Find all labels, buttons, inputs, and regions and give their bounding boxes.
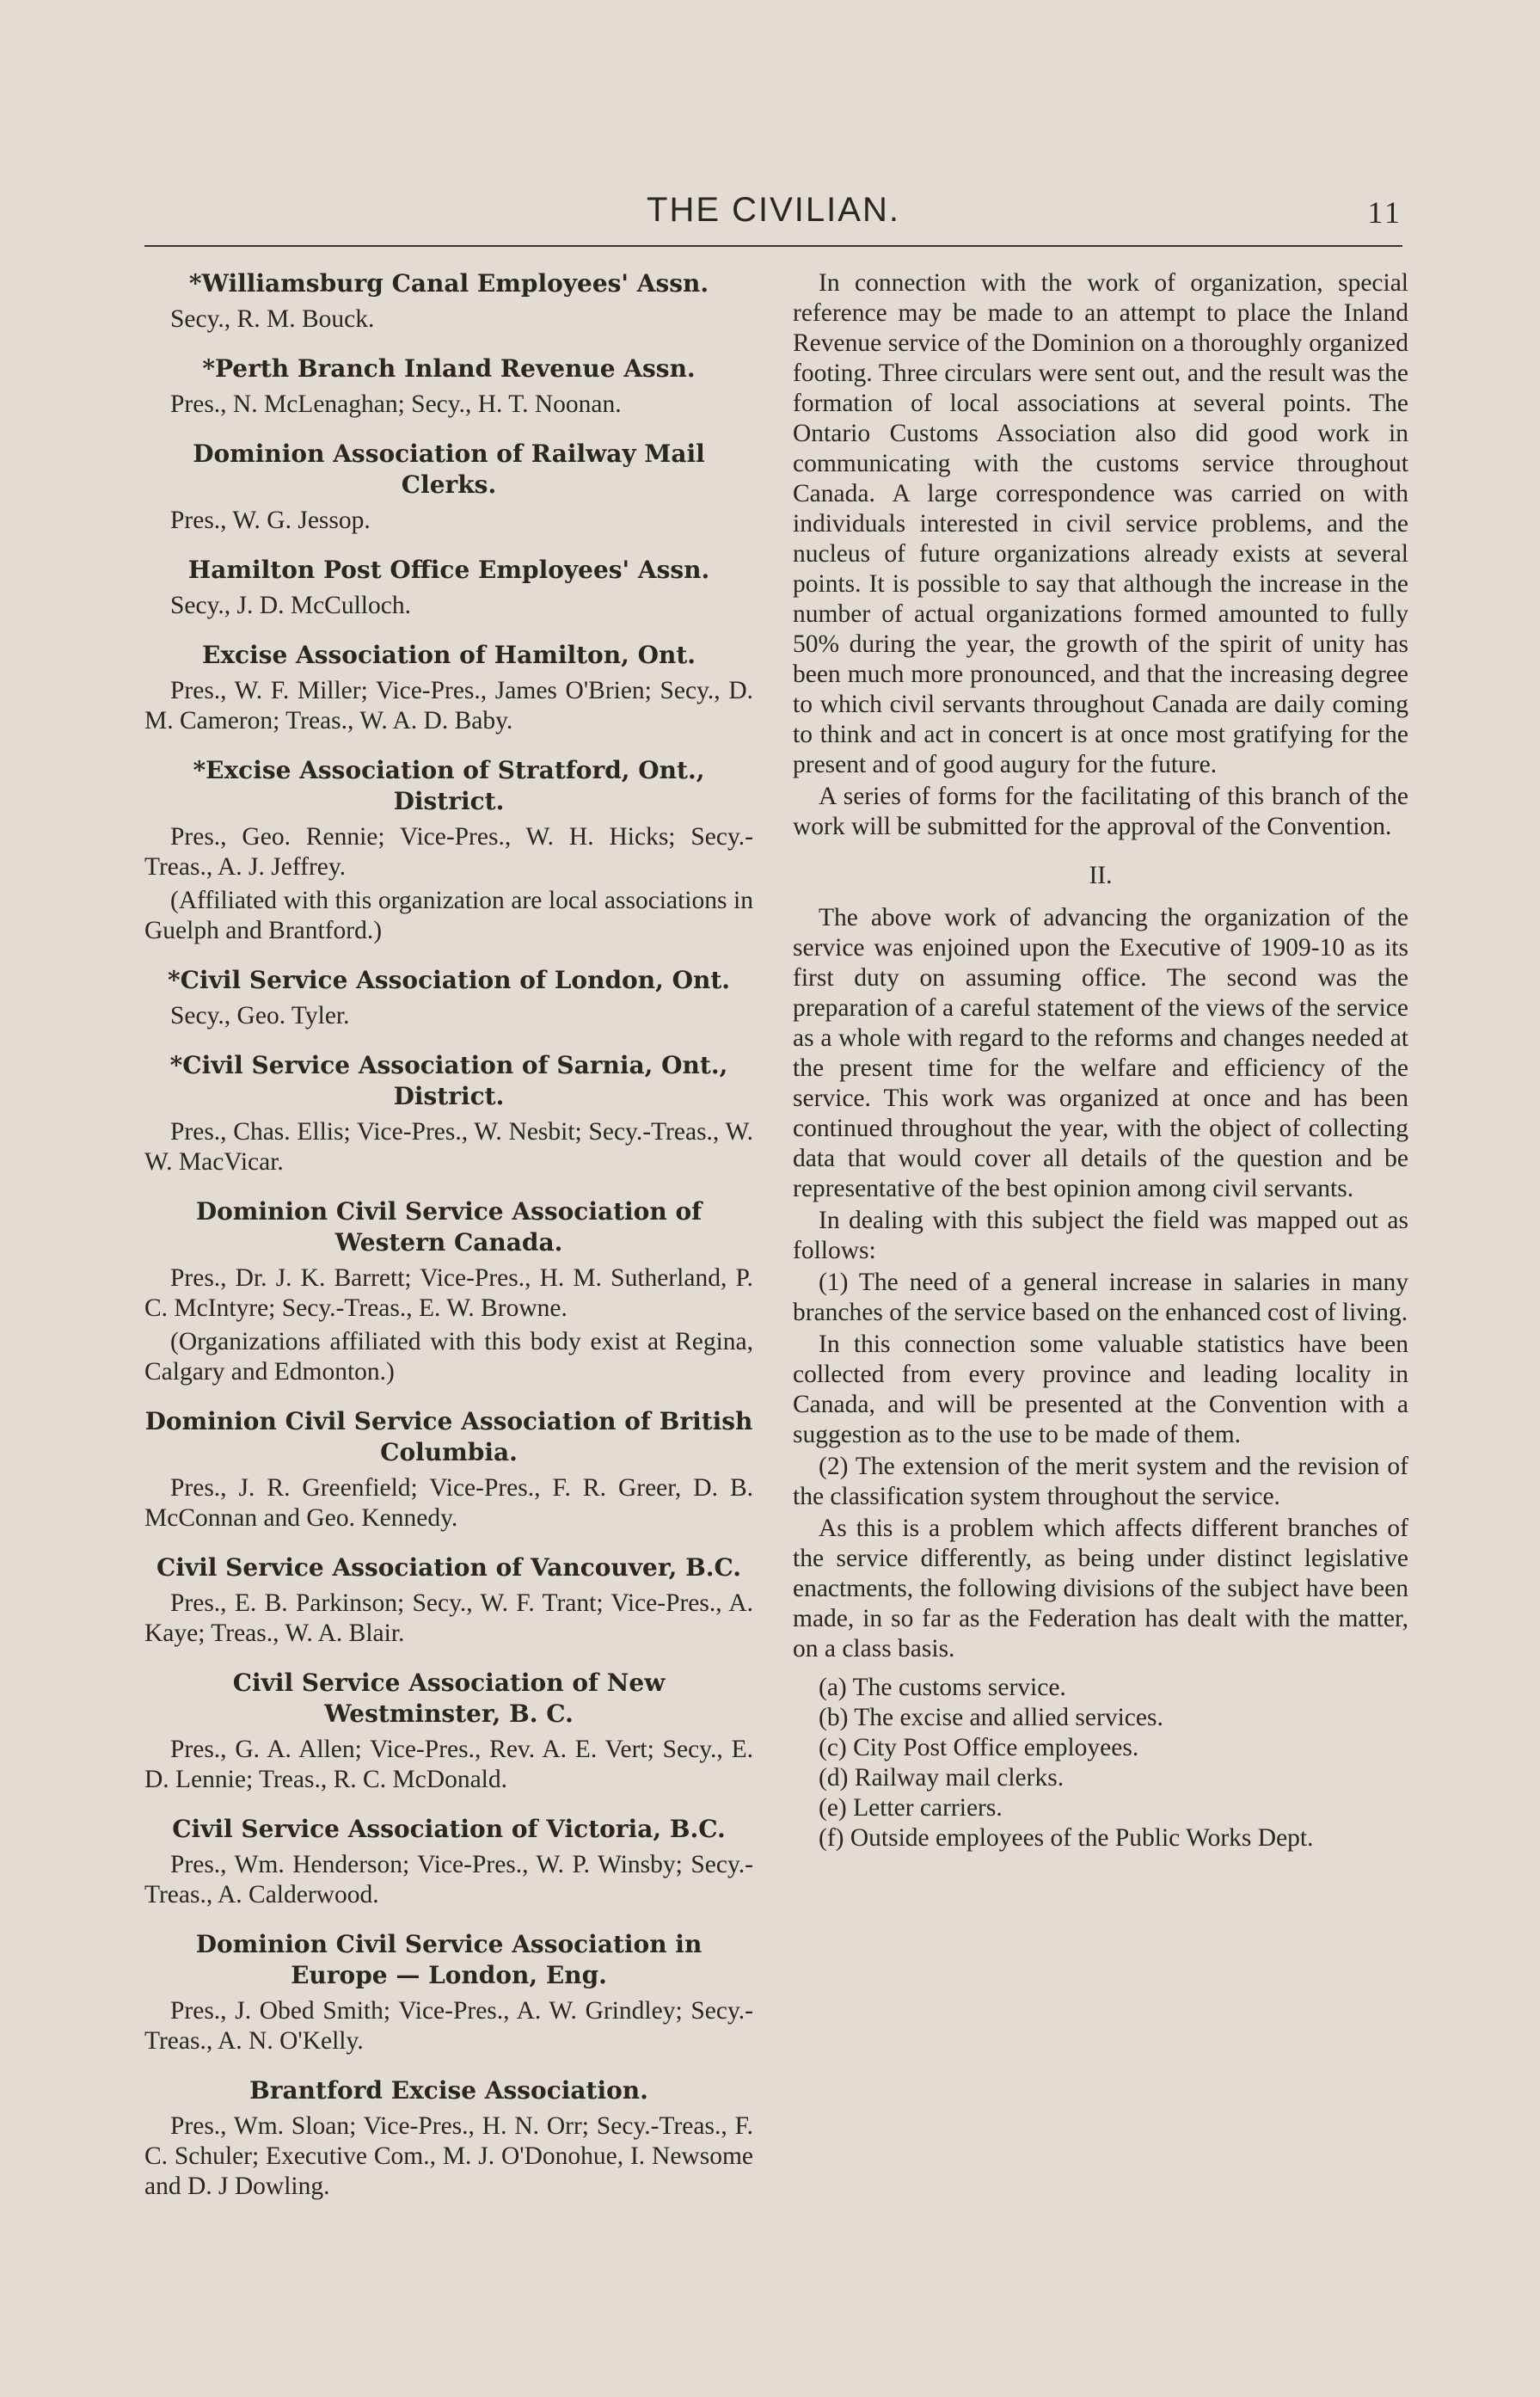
association-officers: Pres., Dr. J. K. Barrett; Vice-Pres., H. M. Sutherland, P. C. McIntyre; Secy.-Treas., E. W. Browne. (144, 1264, 753, 1322)
association-name: Excise Association of Hamilton, Ont. (201, 641, 696, 669)
association-name: *Williamsburg Canal Employees' Assn. (188, 269, 709, 298)
association-entry (144, 1196, 753, 1387)
association-name: Dominion Civil Service Association of Western Canada. (195, 1197, 703, 1257)
left-column (144, 268, 753, 2221)
association-name: Brantford Excise Association. (249, 2076, 648, 2105)
association-name: Civil Service Association of Vancouver, B.C. (156, 1553, 742, 1582)
association-entry (144, 2075, 753, 2202)
section-number: II. (1089, 862, 1113, 889)
association-officers: Pres., W. F. Miller; Vice-Pres., James O'Brien; Secy., D. M. Cameron; Treas., W. A. D. Baby. (144, 677, 753, 734)
association-note: (Organizations affiliated with this body exist at Regina, Calgary and Edmonton.) (144, 1328, 753, 1386)
body-paragraph: As this is a problem which affects different branches of the service differently, as being under distinct legislative enactments, the following divisions of the subject have been made, in so far as the Federation has dealt with the matter, on a class basis. (793, 1515, 1408, 1663)
association-officers: Pres., Geo. Rennie; Vice-Pres., W. H. Hicks; Secy.-Treas., A. J. Jeffrey. (144, 823, 753, 881)
running-head (144, 191, 1402, 243)
association-officers: Pres., Chas. Ellis; Vice-Pres., W. Nesbit; Secy.-Treas., W. W. MacVicar. (144, 1118, 753, 1176)
association-entry (144, 755, 753, 946)
body-paragraph: In this connection some valuable statistics have been collected from every province and leading locality in Canada, and will be presented at the Convention with a suggestion as to the use to be made of them. (793, 1331, 1408, 1448)
list-item: (a) The customs service. (819, 1674, 1066, 1701)
header-rule (144, 245, 1402, 247)
association-note: (Affiliated with this organization are local associations in Guelph and Brantford.) (144, 887, 753, 944)
association-name: *Perth Branch Inland Revenue Assn. (202, 354, 696, 383)
list-item: (c) City Post Office employees. (819, 1734, 1139, 1761)
association-entry (144, 439, 753, 536)
masthead: THE CIVILIAN. (647, 191, 900, 229)
association-name: Dominion Civil Service Association of British Columbia. (144, 1407, 753, 1466)
body-paragraph: (1) The need of a general increase in salaries in many branches of the service based on the enhanced cost of living. (793, 1269, 1408, 1326)
association-officers: Secy., R. M. Bouck. (170, 305, 375, 333)
association-name: Hamilton Post Office Employees' Assn. (187, 556, 710, 584)
right-column (793, 268, 1408, 1853)
association-officers: Pres., W. G. Jessop. (170, 507, 371, 534)
association-name: Dominion Association of Railway Mail Clerks. (193, 439, 705, 499)
body-paragraph: In dealing with this subject the field was mapped out as follows: (793, 1207, 1408, 1264)
association-entry (144, 1050, 753, 1177)
association-name: Dominion Civil Service Association in Europe — London, Eng. (195, 1930, 703, 1989)
association-officers: Pres., J. R. Greenfield; Vice-Pres., F. R. Greer, D. B. McConnan and Geo. Kennedy. (144, 1474, 753, 1532)
association-entry (144, 640, 753, 736)
association-name: Civil Service Association of New Westminster, B. C. (232, 1669, 666, 1728)
association-officers: Secy., Geo. Tyler. (170, 1002, 350, 1029)
page-number: 11 (1367, 195, 1402, 230)
class-division-list (793, 1673, 1408, 1853)
association-officers: Pres., E. B. Parkinson; Secy., W. F. Trant; Vice-Pres., A. Kaye; Treas., W. A. Blair. (144, 1589, 753, 1647)
association-entry (144, 1668, 753, 1795)
list-item: (d) Railway mail clerks. (819, 1764, 1065, 1792)
association-officers: Pres., J. Obed Smith; Vice-Pres., A. W. Grindley; Secy.-Treas., A. N. O'Kelly. (144, 1997, 753, 2055)
association-name: *Civil Service Association of Sarnia, Ont., District. (169, 1051, 728, 1110)
association-entry (144, 1552, 753, 1649)
association-officers: Pres., N. McLenaghan; Secy., H. T. Noonan. (170, 390, 622, 418)
list-item: (f) Outside employees of the Public Works Dept. (819, 1824, 1314, 1852)
association-officers: Pres., Wm. Sloan; Vice-Pres., H. N. Orr; Secy.-Treas., F. C. Schuler; Executive Com., M. J. O'Donohue, I. Newsome and D. J Dowling. (144, 2112, 753, 2200)
list-item: (e) Letter carriers. (819, 1794, 1003, 1822)
association-entry (144, 1929, 753, 2056)
association-officers: Secy., J. D. McCulloch. (170, 592, 411, 619)
association-name: *Excise Association of Stratford, Ont., District. (193, 756, 705, 815)
body-paragraph: In connection with the work of organization, special reference may be made to an attempt to place the Inland Revenue service of the Dominion on a thoroughly organized footing. Three circulars were sent out, and the result was the formation of local associations at several points. The Ontario Customs Association also did good work in communicating with the customs service throughout Canada. A large correspondence was carried on with individuals interested in civil service problems, and the nucleus of future organizations already exists at several points. It is possible to say that although the increase in the number of actual organizations formed amounted to fully 50% during the year, the growth of the spirit of unity has been much more pronounced, and that the increasing degree to which civil servants throughout Canada are daily coming to think and act in concert is at once most gratifying for the present and of good augury for the future. (793, 269, 1408, 778)
body-paragraph: (2) The extension of the merit system and the revision of the classification system throughout the service. (793, 1453, 1408, 1510)
body-paragraph: The above work of advancing the organization of the service was enjoined upon the Executive of 1909-10 as its first duty on assuming office. The second was the preparation of a careful statement of the views of the service as a whole with regard to the reforms and changes needed at the present time for the welfare and efficiency of the service. This work was organized at once and has been continued throughout the year, with the object of collecting data that would cover all details of the question and be representative of the best opinion among civil servants. (793, 904, 1408, 1202)
association-name: Civil Service Association of Victoria, B.C. (172, 1815, 726, 1843)
association-officers: Pres., G. A. Allen; Vice-Pres., Rev. A. E. Vert; Secy., E. D. Lennie; Treas., R. C. McDonald. (144, 1736, 753, 1793)
association-entry (144, 268, 753, 335)
association-entry (144, 353, 753, 420)
association-officers: Pres., Wm. Henderson; Vice-Pres., W. P. Winsby; Secy.-Treas., A. Calderwood. (144, 1851, 753, 1908)
association-entry (144, 965, 753, 1031)
association-entry (144, 1814, 753, 1910)
association-name: *Civil Service Association of London, Ont. (168, 966, 730, 994)
body-paragraph: A series of forms for the facilitating of this branch of the work will be submitted for the approval of the Convention. (793, 783, 1408, 840)
list-item: (b) The excise and allied services. (819, 1704, 1163, 1731)
association-entry (144, 555, 753, 621)
association-entry (144, 1406, 753, 1533)
